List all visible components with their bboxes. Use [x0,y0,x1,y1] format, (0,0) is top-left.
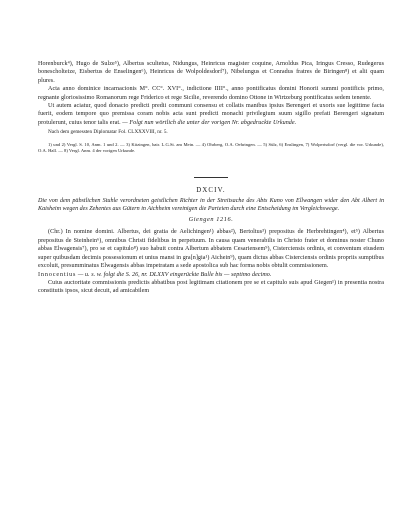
document-number: DXCIV. [196,186,226,194]
innocentius-label: Innocentius [38,271,77,278]
acta-paragraph: Acta anno dominice incarnacionis M°. CC°. XVI°., indictione IIII°., anno pontificatus domini Honorii summi pontificis primo, regnante gloriosissimo Romanorum rege Friderico et rege Sicilie, reverendo domino Ottone in Wirtzeburg pontificatus sedem tenente. [38,86,384,101]
place-date: Giengen 1216. [188,216,234,224]
source-note: Nach dem gemessten Diplomatar Fol. CLXXXVIII, nr. 5. [48,129,168,136]
document-summary: Die von dem päbstlichen Stuhle verordneten geistlichen Richter in der Streitsache des Abts Kuno von Ellwangen wider den Abt Albert in Kaisheim wegen des Zehentes aus Gütern in Aichheim vereinigen die Parteien durch eine Entscheidung im Vergleichswege. [38,197,384,213]
ut-autem-italic-note: — Folgt nun wörtlich die unter der vorigen Nr. abgedruckte Urkunde. [122,119,297,126]
document-page [38,60,384,296]
innocentius-paragraph [38,271,384,279]
section-divider [194,177,228,178]
ut-autem-text: Ut autem aciatur, quod donacio predicti predii communi consensu et collatis manibus ipsius Berengeri et uxoris sue legittime facta fuerit, eodem tempore quo premissa coram nobis acta sunt predicti monachi privilegium suum sigillo prefati Berengeri signatum protulerunt, cuius tenor talis erat. [38,103,384,126]
ut-autem-paragraph [38,102,384,127]
innocentius-italic-note: — u. s. w. folgt die S. 26, nr. DLXXV eingerückte Bulle bis — septimo decimo. [77,271,272,278]
witness-list-paragraph: Horenburck⁴), Hugo de Sulze⁵), Albertus scultetus, Nidungus, Heinricus magister coquine, Arnoldus Pica, Iringus Cresso, Rudegerus bonescholteize, Eisbertus de Enselingen⁶), Heinricus de Wolpoldesdorf⁷), Nibelungus et Conradus fratres de Biringen⁸) et alii quam plures. [38,61,384,84]
charter-paragraph: (Chr.) In nomine domini. Albertus, dei gratia de Aelichingen¹) abbas²), Bertoltus³) prepositus de Herbrehtingen⁴), et⁵) Albertus prepositus de Steinhein⁶), omnibus Christi fidelibus in perpetuum. In causa quam venerabilis in Christo frater et dominus noster Chuno abbas Elwagensis⁷), pro se et capitulo⁸) suo habuit contra Albertum abbatem Cesariensem⁹), Cisterciensis ordinis, et conventum eiusdem super quibusdam decimis possessionum et unius mansi in gra[n]gia¹) Aichein⁹), quam dictus abbas Cisterciensis ordinis propriis sumptibus excoluit, presumminatus Elwagensis abbas impetratam a sede apostolica sub hac forma nobis obtulit commissionem. [38,229,384,270]
footnotes: 1) und 2) Vergl. S. 10, Anm. 1 und 2. — 3) Kitzingen, bair. L.G.St. am Mein. — 4) Ohrberg, O.A. Oehringen. — 5) Sülz, 6) Enslingen, 7) Wolpertsdorf (vergl. die vor. Urkunde), O.A. Hall. — 8) Vergl. Anm. 4 der vorigen Urkunde. [38,141,384,154]
cuius-paragraph: Cuius auctoritate commissionis predictis abbatibus post legitimam citationem pre se et capitulo suis apud Giegen¹) in presentia nostra constitutis ipsos, sicut decuit, ad amicabilem [38,279,384,295]
